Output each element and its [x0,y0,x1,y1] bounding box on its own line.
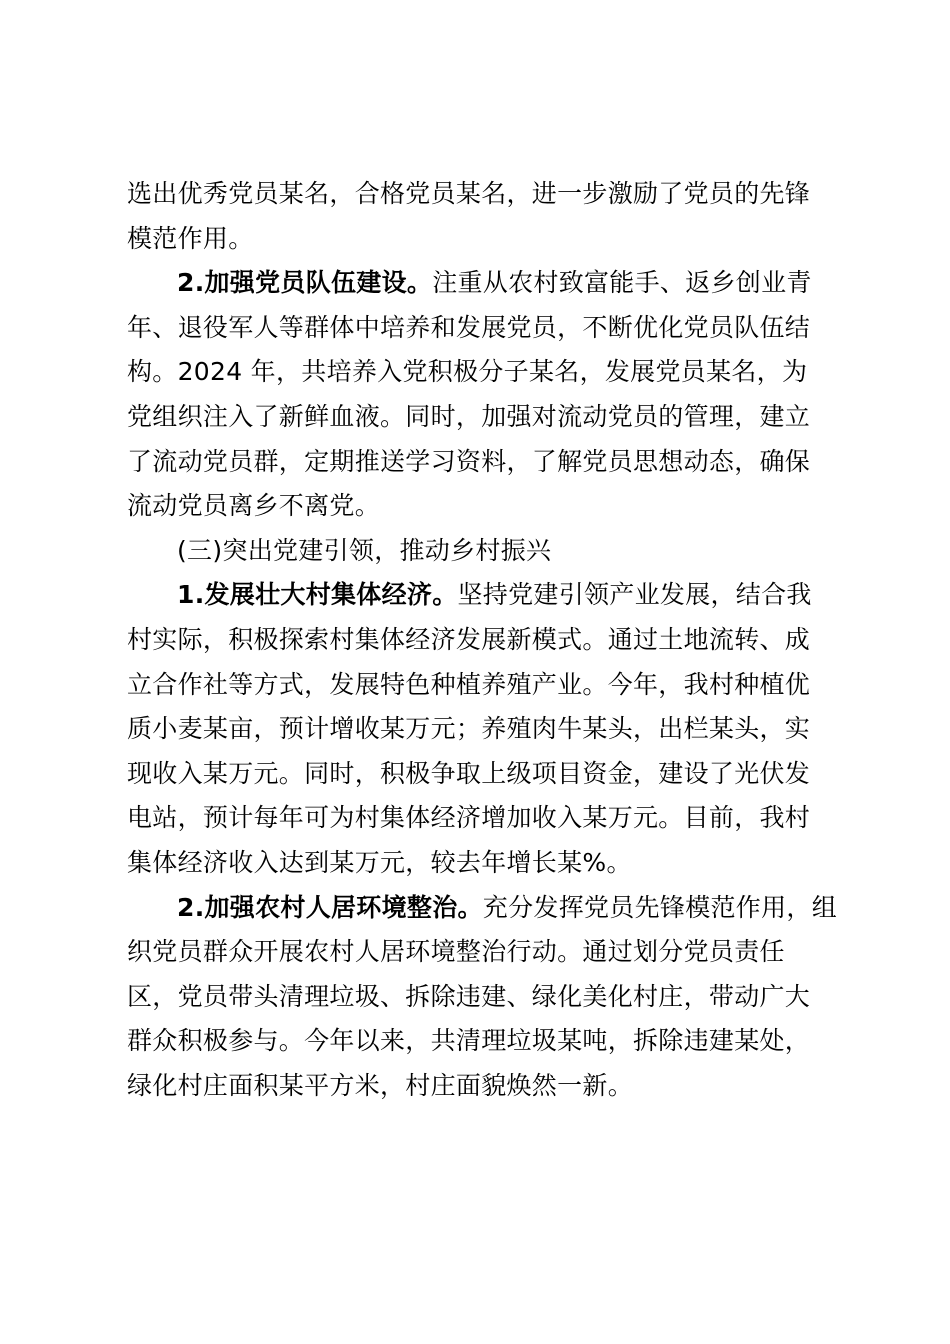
section-heading: (三)突出党建引领，推动乡村振兴 [177,535,552,565]
line-text: 选出优秀党员某名，合格党员某名，进一步激励了党员的先锋 [127,179,811,208]
body-line [127,841,827,886]
body-line [127,484,827,529]
paragraph-heading: 2.加强农村人居环境整治。 [177,892,483,922]
body-line [127,440,827,485]
body-line [127,306,827,351]
line-text: 区，党员带头清理垃圾、拆除违建、绿化美化村庄，带动广大 [127,981,811,1011]
body-line [127,707,827,752]
body-line [127,1019,827,1064]
body-line [127,618,827,663]
line-text: 绿化村庄面积某平方米，村庄面貌焕然一新。 [127,1070,634,1100]
line-text: 充分发挥党员先锋模范作用，组 [482,892,837,922]
line-text: 立合作社等方式，发展特色种植养殖产业。今年，我村种植优 [127,669,811,699]
body-line [127,217,827,262]
line-text: 年、退役军人等群体中培养和发展党员，不断优化党员队伍结 [127,312,811,342]
line-text: 构。2024 年，共培养入党积极分子某名，发展党员某名，为 [127,357,808,387]
body-line [127,752,827,797]
line-text: 现收入某万元。同时，积极争取上级项目资金，建设了光伏发 [127,758,811,788]
line-text: 织党员群众开展农村人居环境整治行动。通过划分党员责任 [127,937,785,967]
document-body [127,172,837,1108]
line-text: 电站，预计每年可为村集体经济增加收入某万元。目前，我村 [127,803,811,833]
paragraph-heading-line [127,261,827,306]
line-text: 质小麦某亩，预计增收某万元；养殖肉牛某头，出栏某头，实 [127,714,811,744]
paragraph-heading: 2.加强党员队伍建设。 [177,268,433,298]
line-text: 党组织注入了新鲜血液。同时，加强对流动党员的管理，建立 [127,401,811,431]
body-line [127,930,827,975]
body-line [127,350,827,395]
paragraph-heading-line [127,886,837,931]
body-line [127,796,827,841]
line-text: 模范作用。 [127,223,254,253]
body-line [127,172,827,217]
line-text: 流动党员离乡不离党。 [127,491,381,521]
paragraph-heading: 1.发展壮大村集体经济。 [177,580,458,610]
body-line [127,1064,827,1109]
body-line [127,975,827,1020]
line-text: 了流动党员群，定期推送学习资料，了解党员思想动态，确保 [127,446,811,476]
line-text: 集体经济收入达到某万元，较去年增长某%。 [127,847,632,877]
paragraph-heading-line [127,573,827,618]
line-text: 坚持党建引领产业发展，结合我 [457,580,812,610]
line-text: 群众积极参与。今年以来，共清理垃圾某吨，拆除违建某处， [127,1026,811,1056]
body-line [127,663,827,708]
section-heading-line [127,529,827,574]
line-text: 村实际，积极探索村集体经济发展新模式。通过土地流转、成 [127,624,811,654]
line-text: 注重从农村致富能手、返乡创业青 [432,268,812,298]
body-line [127,395,827,440]
